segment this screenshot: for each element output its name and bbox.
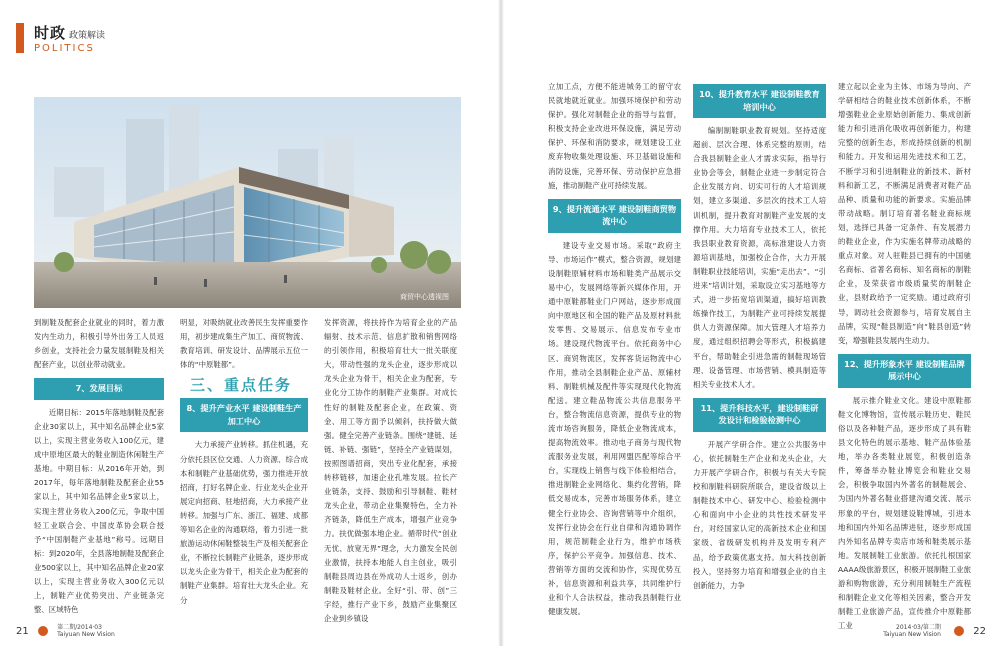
magazine-info-left <box>57 624 115 638</box>
paragraph: 编制制鞋职业教育规划。坚持适度超前、层次合理、体系完整的原则，结合我县制鞋企业人才需求实际，指导行业协会等会，制鞋企业进一步制定符合企业发展方向、切实可行的人才培训规划，建立多渠道、多层次的技术工人培训机制，提升教育对制鞋产业发展的支撑作用。大力培育专业技术工人，依托我县职业教育资源，高标准建设人力资源培训基地，加强校企合作，大力开展制鞋职业技能培训，实施“走出去”、“引进来”培训计划，采取设立实习基地等方式，进一步拓宽培训渠道，搞好培训教练操作技工，为制鞋产业可持续发展提供人力资源保障。加大管理人才培养力度，通过组织招聘会等形式，积极搞建平台，帮助鞋企引进急需的制鞋现场管理、设备管理、市场营销、模具制造等相关专业技术人才。 <box>693 126 826 389</box>
heading-development-goals: 7、发展目标 <box>34 378 164 400</box>
heading-task-9: 9、提升流通水平 建设制鞋商贸物流中心 <box>548 199 681 233</box>
shopping-center-rendering <box>34 97 461 308</box>
section-title-en: POLITICS <box>34 43 95 54</box>
magazine-issue: 第二期/2014·03 <box>57 624 102 631</box>
magazine-name: Taiyuan New Vision <box>883 631 941 638</box>
paragraph: 近期目标：2015年落地制鞋及配套企业30家以上，其中知名品牌企业5家以上，实现主营业务收入100亿元，建成中原地区最大的鞋业制造休闲鞋生产基地。中期目标：从2016年开始，到2017年，每年落地制鞋及配套企业55家以上，其中知名品牌企业5家以上，实现主营业务收入200亿元，争取中国轻工业联合会、中国皮革协会联合授予“中国制鞋产业基地”称号。远期目标：到2020年，全县落地制鞋及配套企业500家以上，其中知名品牌企业20家以上，实现主营业务收入300亿元以上，制鞋产业优势突出、产业链条完整、区域特色 <box>34 407 164 615</box>
paragraph: 立加工点，方便不能进城务工的留守农民就地就近就业。加强环境保护和劳动保护。强化对制鞋企业的指导与监督，积极支持企业改进环保设施，满足劳动保护、环保和消防要求，规划建设工业废弃物收集处理设施、环卫基础设施和消防设施，完善环保、劳动保护应急措施，推动制鞋产业可持续发展。 <box>548 82 681 190</box>
section-header <box>34 22 105 54</box>
column-1 <box>34 316 164 616</box>
paragraph: 发挥资源，将扶持作为培育企业的产品辐射、技术示范、信息扩散和销售网络的引领作用，积极培育壮大一批关联度大，带动性强的龙头企业，逐步形成以龙头企业为骨干，相关企业为配套，专业化分工协作的制鞋产业集群。对成长性好的制鞋及配套企业，在政策、资金、用工等方面予以倾斜，扶持做大做强。健全完善产业链条。围绕“建链、延链、补链、强链”，坚持全产业链谋划，按照图谱招商，突出专业化配套，承接转移链移，加速企业孔堆发展。拉长产业链条，支持、鼓励和引导制鞋、鞋材龙头企业，带动企业集聚特色，全力补齐链条，降低生产成本，增强产业竞争力。扶优做强本地企业。循带时代“创业无忧、放宽无界”理念，大力激发全民创业激情，扶持本地能人自主创业，吸引制鞋县周边县在外成功人士返乡，创办制鞋及鞋材企业。全好“引、带、创”三字经，推行产业下乡，鼓励产业集聚区企业到乡镇设 <box>324 318 457 623</box>
paragraph: 大力承接产业转移。抓住机遇，充分依托县区位交通、人力资源、综合成本和制鞋产业基础优势，强力推进开放招商，打好名牌企业、行业龙头企业开展定向招商、驻地招商，大力承接产业转移。加强与广东、浙江、福建、成都等知名企业的沟通联络，着力引进一批旅游运动休闲鞋整装生产及相关配套企业，不断拉长制鞋产业链条，逐步形成以龙头企业为骨干，相关企业为配套的制鞋产业集群。培育壮大龙头企业。充分 <box>180 440 308 605</box>
paragraph: 开展产学研合作。建立公共服务中心，依托制鞋生产企业和龙头企业，大力开展产学研合作，积极与有关大专院校和制鞋科研院所联合，建设省级以上制鞋技术中心、研发中心、检验检测中心和面向中小企业的共性技术研发平台，对经国家认定的高新技术企业和国家级、省级研发机构并及发明专利产品，给予政策优惠支持。加大科技创新投入，坚持努力培育和增强企业的自主创新能力，力争 <box>693 439 826 590</box>
key-tasks-title: 三、重点任务 <box>190 376 293 395</box>
magazine-logo-icon <box>38 626 48 636</box>
heading-task-12: 12、提升形象水平 建设制鞋品牌展示中心 <box>838 354 971 388</box>
magazine-issue: 2014·03/第二期 <box>896 624 941 631</box>
magazine-name: Taiyuan New Vision <box>57 631 115 638</box>
page-number-left: 21 <box>16 626 29 637</box>
column-3 <box>324 316 457 623</box>
footer-left <box>16 624 115 638</box>
paragraph: 建设专业交易市场。采取“政府主导、市场运作”模式，整合资源，规划建设制鞋原辅材料市场和鞋类产品展示交易中心，发展网络等新兴媒体作用，开通中原鞋都鞋业门户网站，逐步形成面向中原地区和全国的鞋产品及原材料批发零售、交易展示、信息发布专业市场。建设现代物流平台。依托商务中心区、商贸物流区，发挥客货运物流中心作用，推动全县制鞋企业产品、原辅材料、制鞋机械及配件等实现现代化物流配送。建立鞋品物流公共信息服务平台，整合物流信息资源，提供专业的物流市场咨询服务，降低企业物流成本，提高物流效率。推动电子商务与现代物流服务业发展，利用网盟匹配等综合平台，实现线上销售与线下体验相结合，推进制鞋企业网络化、集约化营销，降低交易成本，完善市场服务体系，建立健全行业协会、咨询营销等中介组织，发挥行业协会在行业自律和沟通协调作用，规范制鞋企业行为，维护市场秩序，保护公平竞争。加强信息、技术、营销等方面的交流和协作，实现优势互补，信息资源和利益共享，共同维护行业和个人合法权益，推动我县制鞋行业健康发展。 <box>548 240 681 617</box>
column-5 <box>693 84 826 616</box>
photo-caption: 商贸中心透视图 <box>400 293 449 301</box>
section-subtitle: 政策解读 <box>69 31 106 41</box>
paragraph: 明显，对吸纳就业改善民生发挥重要作用，初步建成集生产加工、商贸物流、教育培训、研发设计、品牌展示五位一体的“中原鞋都”。 <box>180 318 308 370</box>
magazine-logo-icon <box>954 626 964 636</box>
paragraph: 建立起以企业为主体、市场为导向、产学研相结合的鞋业技术创新体系，不断增强鞋业企业原始创新能力、集成创新能力和引进消化吸收再创新能力，构建完整的创新生态，形成持续创新的机制和能力。开发和运用先进技术和工艺，不断学习和引进制鞋业的新技术、新材料和新工艺，不断满足消费者对鞋产品品种、质量和功能的新要求。实施品牌带动战略。制订培育著名鞋业商标规划，选择已具备一定条件、有发展潜力的鞋业企业，作为实施名牌带动战略的重点对象。对人驻鞋县已拥有的中国驰名商标、省著名商标、知名商标的制鞋企业，及荣获省市级质量奖的制鞋企业，县财政给予一定奖励。通过政府引导，调动社会资源参与，培育发展自主品牌，实现“鞋县制造”向“鞋县创造”转变，增强鞋县发展内生动力。 <box>838 82 971 345</box>
footer-right <box>877 624 986 638</box>
page-number-right: 22 <box>973 626 986 637</box>
heading-task-10: 10、提升教育水平 建设制鞋教育培训中心 <box>693 84 826 118</box>
section-title: 时政 <box>34 24 67 42</box>
rendering-illustration <box>34 97 461 308</box>
magazine-info-right <box>883 624 941 638</box>
section-accent-bar <box>16 23 24 53</box>
heading-task-8: 8、提升产业水平 建设制鞋生产加工中心 <box>180 398 308 432</box>
column-4 <box>548 80 681 616</box>
heading-task-11: 11、提升科技水平，建设制鞋研发设计和检验检测中心 <box>693 398 826 432</box>
paragraph: 展示推介鞋业文化。建设中原鞋都鞋文化博物馆，宣传展示鞋历史、鞋民俗以及各种鞋产品，逐步形成了具有鞋县文化特色的展示基地、鞋产品体验基地，举办各类鞋业展览，积极创造条件，筹备举办鞋业博览会和鞋业交易会，积极争取国内外著名的制鞋展会、为国内外著名鞋业搭建沟通交流、展示形象的平台，规划建设鞋博城，引进本地和国内外知名品牌进驻，逐步形成国内外知名品牌专卖店市场和鞋类展示基地。发展制鞋工业旅游。依托扎根国家AAAA级旅游景区，积极开展制鞋工业旅游和购物旅游，充分利用制鞋生产流程和制鞋企业文化等相关因素，整合开发制鞋工业旅游产品，宣传推介中原鞋都工业 <box>838 395 971 631</box>
paragraph: 到制鞋及配套企业就业的同时，着力激发内生动力，积极引导外出务工人员返乡创业，支持社会力量发展制鞋及相关配套产业，以创业带动就业。 <box>34 318 164 370</box>
column-2 <box>180 316 308 616</box>
page-fold <box>498 0 504 646</box>
